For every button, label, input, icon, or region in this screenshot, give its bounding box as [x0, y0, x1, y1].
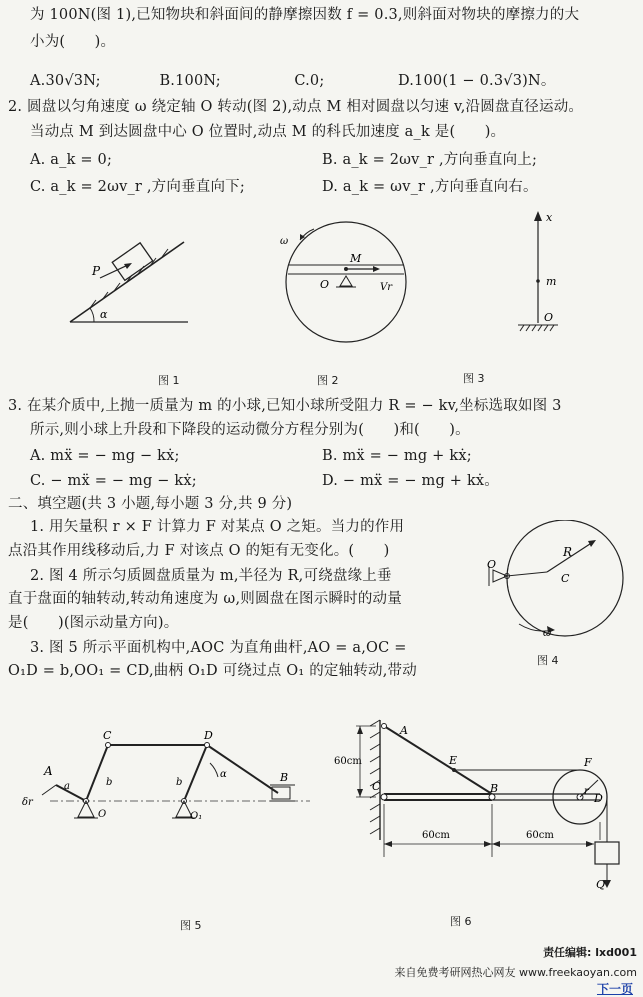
- fig6-label-r: r: [584, 786, 589, 797]
- fig2-label-o: O: [320, 278, 330, 291]
- figure-1-caption: 图 1: [158, 374, 180, 387]
- fig4-label-c: C: [561, 572, 570, 585]
- q2-stem-line-2: 当动点 M 到达圆盘中心 O 位置时,动点 M 的科氏加速度 a_k 是( )。: [30, 124, 506, 140]
- q1-stem-line-2: 小为( )。: [30, 34, 116, 50]
- fig2-label-vr: Vr: [380, 282, 393, 293]
- source-credit: 来自免费考研网热心网友 www.freekaoyan.com: [394, 966, 637, 979]
- figure-5-caption: 图 5: [180, 919, 202, 932]
- fig5-label-a: a: [64, 781, 70, 792]
- fig4-label-r: R: [563, 545, 573, 559]
- fig1-label-p: P: [92, 264, 101, 278]
- q3-option-d: D. − mẍ = − mg + kẋ。: [322, 473, 500, 489]
- fig5-label-d: D: [204, 729, 213, 742]
- fig2-label-omega: ω: [280, 236, 289, 247]
- figure-3-caption: 图 3: [463, 372, 485, 385]
- fill1-line-2: 点沿其作用线移动后,力 F 对该点 O 的矩有无变化。( ): [8, 543, 390, 559]
- fill3-line: 3. 图 5 所示平面机构中,AOC 为直角曲杆,AO = a,OC =: [30, 640, 407, 656]
- figure-4-caption: 图 4: [537, 654, 559, 667]
- fig6-dim-vertical: 60cm: [334, 756, 362, 767]
- fig5-label-a-point: A: [44, 764, 53, 778]
- q3-stem-line-2: 所示,则小球上升段和下降段的运动微分方程分别为( )和( )。: [30, 422, 470, 438]
- fig6-dim-cb: 60cm: [422, 830, 450, 841]
- next-page-link[interactable]: 下一页: [596, 982, 633, 996]
- fill2-line-2: 直于盘面的轴转动,转动角速度为 ω,则圆盘在图示瞬时的动量: [8, 591, 402, 607]
- fig5-label-b-left: b: [106, 777, 113, 788]
- fig6-label-d: D: [594, 792, 603, 805]
- section-fill-blank-heading: 二、填空题(共 3 小题,每小题 3 分,共 9 分): [8, 496, 293, 512]
- figure-1-incline: [60, 220, 195, 330]
- figure-2-disk: [270, 210, 420, 360]
- editor-credit: 责任编辑: lxd001: [543, 946, 637, 959]
- fig1-label-alpha: α: [100, 308, 108, 321]
- fig5-label-o: O: [98, 809, 107, 820]
- q2-stem-line: 2. 圆盘以匀角速度 ω 绕定轴 O 转动(图 2),动点 M 相对圆盘以匀速 v,沿圆盘直径运动。: [8, 99, 584, 115]
- figure-6-caption: 图 6: [450, 915, 472, 928]
- fig3-label-o: O: [544, 311, 554, 324]
- q1-stem-line: 为 100N(图 1),已知物块和斜面间的静摩擦因数 f = 0.3,则斜面对物块的摩擦力的大: [30, 7, 580, 23]
- fill2-line: 2. 图 4 所示匀质圆盘质量为 m,半径为 R,可绕盘缘上垂: [30, 568, 392, 584]
- fig3-label-m: m: [546, 275, 557, 288]
- fig6-label-e: E: [449, 754, 458, 767]
- figure-5-mechanism: [20, 725, 330, 845]
- q2-option-d: D. a_k = ωv_r ,方向垂直向右。: [322, 179, 538, 195]
- fig5-label-b-slider: B: [280, 771, 289, 784]
- figure-4-disk: [475, 520, 635, 645]
- fig5-label-c: C: [103, 729, 112, 742]
- fig6-label-f: F: [584, 756, 592, 769]
- q2-option-c: C. a_k = 2ωv_r ,方向垂直向下;: [30, 179, 245, 195]
- q1-options: A.30√3N; B.100N; C.0; D.100(1 − 0.3√3)N。: [30, 73, 556, 89]
- fig2-label-m: M: [350, 252, 362, 265]
- fig4-label-omega: ω: [543, 628, 552, 639]
- q3-option-a: A. mẍ = − mg − kẋ;: [30, 448, 180, 464]
- fill1-line: 1. 用矢量积 r × F 计算力 F 对某点 O 之矩。当力的作用: [30, 519, 405, 535]
- fig5-label-alpha: α: [220, 769, 227, 780]
- fig6-label-c: C: [372, 780, 381, 793]
- fig6-label-a: A: [400, 724, 408, 737]
- fig6-dim-bd: 60cm: [526, 830, 554, 841]
- figure-3-axis: [510, 205, 570, 345]
- q3-option-b: B. mẍ = − mg + kẋ;: [322, 448, 472, 464]
- figure-6-pulley-system: [332, 712, 632, 897]
- fill2-line-3: 是( )(图示动量方向)。: [8, 615, 179, 631]
- fig3-label-x: x: [546, 211, 553, 224]
- q3-option-c: C. − mẍ = − mg − kẋ;: [30, 473, 197, 489]
- fig4-label-o: O: [487, 558, 497, 571]
- figure-2-caption: 图 2: [317, 374, 339, 387]
- q3-stem-line: 3. 在某介质中,上抛一质量为 m 的小球,已知小球所受阻力 R = − kv,坐标选取如图 3: [8, 398, 562, 414]
- fill3-line-2: O₁D = b,OO₁ = CD,曲柄 O₁D 可绕过点 O₁ 的定轴转动,带动: [8, 663, 417, 679]
- q2-option-b: B. a_k = 2ωv_r ,方向垂直向上;: [322, 152, 538, 168]
- fig6-label-b: B: [490, 782, 499, 795]
- q2-option-a: A. a_k = 0;: [30, 152, 113, 168]
- fig5-label-o1: O₁: [190, 811, 203, 822]
- fig5-label-dr: δr: [22, 797, 33, 808]
- fig5-label-b-right: b: [176, 777, 183, 788]
- fig6-label-q: Q: [596, 878, 606, 891]
